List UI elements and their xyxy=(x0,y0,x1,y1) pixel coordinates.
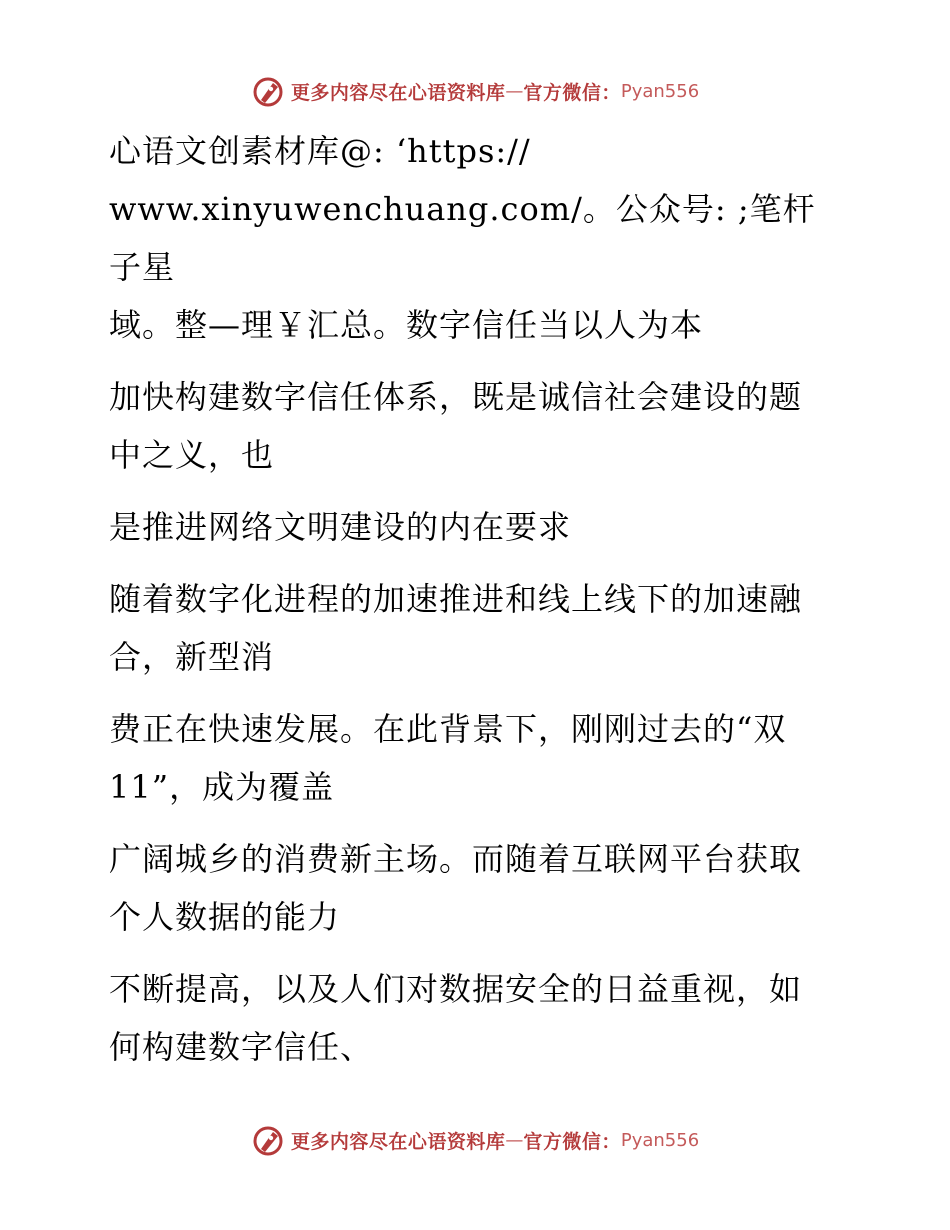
pen-nib-logo-icon xyxy=(251,74,285,108)
footer-wechat-id: Pyan556 xyxy=(620,1129,700,1151)
paragraph-3: 是推进网络文明建设的内在要求 xyxy=(109,508,572,546)
header-dash: — xyxy=(505,80,524,102)
header-brand: 更多内容尽在心语资料库 xyxy=(290,81,506,104)
pen-nib-logo-icon xyxy=(251,1123,285,1157)
footer-dash: — xyxy=(505,1129,524,1151)
header-wechat-label: 官方微信： xyxy=(523,81,621,104)
paragraph-2: 加快构建数字信任体系，既是诚信社会建设的题 中之义，也 xyxy=(109,378,803,474)
footer-wechat-label: 官方微信： xyxy=(523,1130,621,1153)
footer-banner xyxy=(0,1120,950,1160)
paragraph-5: 费正在快速发展。在此背景下，刚刚过去的“双 11”，成为覆盖 xyxy=(109,710,787,806)
paragraph-7: 不断提高，以及人们对数据安全的日益重视，如 何构建数字信任、 xyxy=(109,970,803,1066)
header-banner xyxy=(0,71,950,111)
header-wechat-id: Pyan556 xyxy=(620,80,700,102)
paragraph-6: 广阔城乡的消费新主场。而随着互联网平台获取 个人数据的能力 xyxy=(109,840,803,936)
paragraph-1: 心语文创素材库@: ‘https:// www.xinyuwenchuang.com/。公众号: ;笔杆子星 域。整—理￥汇总。数字信任当以人为本 xyxy=(109,132,816,344)
paragraph-4: 随着数字化进程的加速推进和线上线下的加速融 合，新型消 xyxy=(109,580,803,676)
footer-brand: 更多内容尽在心语资料库 xyxy=(290,1130,506,1153)
document-body xyxy=(97,122,837,1090)
